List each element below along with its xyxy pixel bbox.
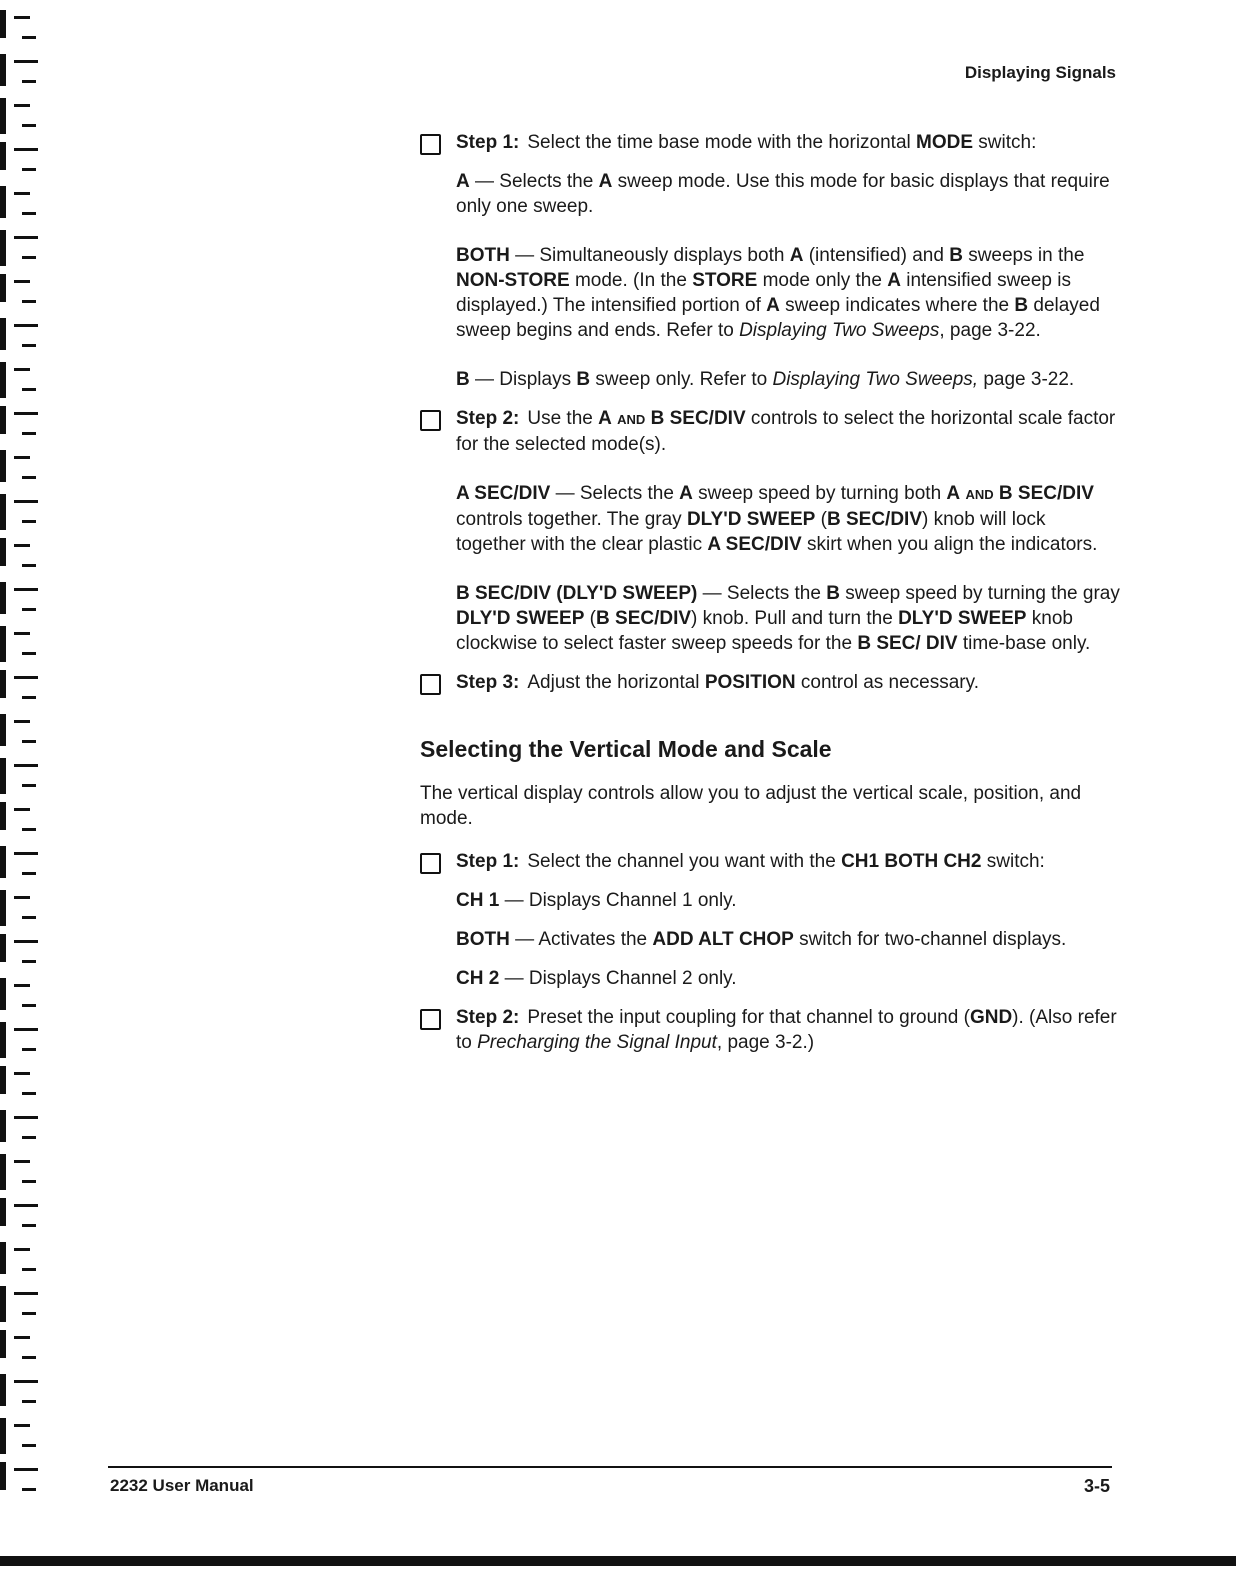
binding-mark	[0, 934, 6, 962]
definition-both-channels: BOTH — Activates the ADD ALT CHOP switch for two-channel displays.	[456, 929, 1067, 950]
binding-mark	[14, 676, 38, 679]
binding-mark	[0, 318, 6, 350]
footer-rule	[108, 1466, 1112, 1468]
binding-mark	[14, 1160, 30, 1163]
binding-mark	[0, 1242, 6, 1274]
binding-mark	[14, 280, 30, 283]
binding-mark	[14, 940, 38, 943]
manual-title: 2232 User Manual	[110, 1476, 254, 1495]
binding-mark	[22, 1092, 36, 1095]
binding-mark	[0, 1462, 6, 1490]
definition-both: BOTH — Simultaneously displays both A (intensified) and B sweeps in the NON-STORE mode. (In the STORE mode only the A intensified sweep is displayed.) The intensified portion of A sweep indicates where the B delayed sweep begins and ends. Refer to Displaying Two Sweeps, page 3-22.	[456, 245, 1100, 341]
binding-mark	[14, 1336, 30, 1339]
binding-mark	[14, 632, 30, 635]
binding-mark	[22, 1356, 36, 1359]
checkbox[interactable]	[420, 1009, 441, 1030]
binding-mark	[14, 1204, 38, 1207]
binding-mark	[22, 1400, 36, 1403]
binding-mark	[0, 714, 6, 746]
binding-mark	[0, 230, 6, 266]
binding-mark	[22, 1180, 36, 1183]
binding-mark	[22, 960, 36, 963]
definition-a-sec-div: A SEC/DIV — Selects the A sweep speed by turning both A AND B SEC/DIV controls together. The gray DLY'D SWEEP (B SEC/DIV) knob will lock together with the clear plastic A SEC/DIV skirt when you align the indicators.	[456, 483, 1098, 555]
definition-ch2: CH 2 — Displays Channel 2 only.	[456, 968, 737, 989]
binding-mark	[14, 368, 30, 371]
binding-mark	[22, 916, 36, 919]
binding-mark	[14, 1248, 30, 1251]
binding-mark	[22, 212, 36, 215]
binding-mark	[0, 1198, 6, 1226]
binding-mark	[0, 1110, 6, 1142]
binding-mark	[22, 256, 36, 259]
vertical-step-1: Step 1: Select the channel you want with the CH1 BOTH CH2 switch:	[420, 849, 1120, 874]
binding-mark	[0, 1330, 6, 1358]
binding-mark	[22, 828, 36, 831]
binding-mark	[0, 98, 6, 134]
binding-mark	[0, 494, 6, 530]
binding-mark	[14, 192, 30, 195]
binding-marks	[0, 0, 44, 1540]
binding-mark	[14, 500, 38, 503]
binding-mark	[22, 476, 36, 479]
binding-mark	[0, 450, 6, 482]
binding-mark	[0, 890, 6, 926]
binding-mark	[0, 10, 6, 38]
binding-mark	[0, 142, 6, 170]
binding-mark	[0, 758, 6, 794]
binding-mark	[22, 124, 36, 127]
binding-mark	[22, 696, 36, 699]
binding-mark	[14, 984, 30, 987]
binding-mark	[0, 802, 6, 830]
binding-mark	[22, 564, 36, 567]
binding-mark	[22, 784, 36, 787]
binding-mark	[14, 852, 38, 855]
binding-mark	[14, 60, 38, 63]
binding-mark	[14, 324, 38, 327]
binding-mark	[0, 186, 6, 218]
binding-mark	[22, 1004, 36, 1007]
horizontal-step-1: Step 1: Select the time base mode with the horizontal MODE switch:	[420, 130, 1120, 155]
binding-mark	[14, 1072, 30, 1075]
binding-mark	[14, 456, 30, 459]
binding-mark	[22, 36, 36, 39]
definition-b-sec-div: B SEC/DIV (DLY'D SWEEP) — Selects the B sweep speed by turning the gray DLY'D SWEEP (B SEC/DIV) knob. Pull and turn the DLY'D SWEEP knob clockwise to select faster sweep speeds for the B SEC/ DIV time-base only.	[456, 583, 1120, 654]
binding-mark	[0, 1374, 6, 1406]
binding-mark	[0, 978, 6, 1010]
binding-mark	[0, 538, 6, 566]
binding-mark	[22, 1136, 36, 1139]
binding-mark	[22, 520, 36, 523]
binding-mark	[0, 670, 6, 698]
binding-mark	[0, 406, 6, 434]
binding-mark	[22, 872, 36, 875]
binding-mark	[0, 582, 6, 614]
binding-mark	[22, 388, 36, 391]
binding-mark	[14, 236, 38, 239]
binding-mark	[22, 740, 36, 743]
binding-mark	[0, 1022, 6, 1058]
binding-mark	[22, 344, 36, 347]
checkbox[interactable]	[420, 853, 441, 874]
binding-mark	[0, 362, 6, 398]
definition-ch1: CH 1 — Displays Channel 1 only.	[456, 890, 737, 911]
definition-b: B — Displays B sweep only. Refer to Displaying Two Sweeps, page 3-22.	[456, 369, 1075, 390]
binding-mark	[22, 168, 36, 171]
binding-mark	[22, 80, 36, 83]
binding-mark	[22, 1224, 36, 1227]
binding-mark	[22, 432, 36, 435]
binding-mark	[14, 588, 38, 591]
running-header: Displaying Signals	[964, 63, 1116, 82]
binding-mark	[22, 1048, 36, 1051]
page-number: 3-5	[1083, 1476, 1110, 1496]
binding-mark	[22, 1312, 36, 1315]
binding-mark	[0, 1154, 6, 1190]
binding-mark	[22, 652, 36, 655]
binding-mark	[14, 808, 30, 811]
definition-a: A — Selects the A sweep mode. Use this mode for basic displays that require only one sweep.	[456, 171, 1110, 217]
horizontal-step-2: Step 2: Use the A AND B SEC/DIV controls to select the horizontal scale factor for the selected mode(s).	[420, 406, 1120, 457]
binding-mark	[0, 626, 6, 662]
binding-mark	[14, 544, 30, 547]
section-intro: The vertical display controls allow you to adjust the vertical scale, position, and mode.	[420, 783, 1082, 829]
binding-mark	[0, 846, 6, 878]
binding-mark	[14, 720, 30, 723]
binding-mark	[0, 1066, 6, 1094]
horizontal-step-3: Step 3: Adjust the horizontal POSITION control as necessary.	[420, 670, 1120, 695]
binding-mark	[14, 16, 30, 19]
binding-mark	[14, 104, 30, 107]
binding-mark	[14, 1424, 30, 1427]
binding-mark	[14, 1380, 38, 1383]
binding-mark	[14, 1116, 38, 1119]
vertical-step-2: Step 2: Preset the input coupling for that channel to ground (GND). (Also refer to Precharging the Signal Input, page 3-2.)	[420, 1005, 1120, 1055]
binding-mark	[22, 608, 36, 611]
page-body	[420, 130, 1120, 1069]
binding-mark	[22, 300, 36, 303]
binding-mark	[14, 1028, 38, 1031]
binding-mark	[14, 764, 38, 767]
binding-mark	[22, 1268, 36, 1271]
binding-mark	[0, 1418, 6, 1454]
checkbox[interactable]	[420, 674, 441, 695]
checkbox[interactable]	[420, 410, 441, 431]
binding-mark	[22, 1488, 36, 1491]
binding-mark	[14, 1292, 38, 1295]
binding-mark	[0, 274, 6, 302]
binding-mark	[0, 1286, 6, 1322]
binding-mark	[14, 412, 38, 415]
binding-mark	[22, 1444, 36, 1447]
section-heading: Selecting the Vertical Mode and Scale	[420, 736, 832, 762]
binding-mark	[14, 896, 30, 899]
binding-mark	[14, 148, 38, 151]
binding-mark	[0, 54, 6, 86]
scan-edge-bar	[0, 1556, 1236, 1566]
binding-mark	[14, 1468, 38, 1471]
checkbox[interactable]	[420, 134, 441, 155]
